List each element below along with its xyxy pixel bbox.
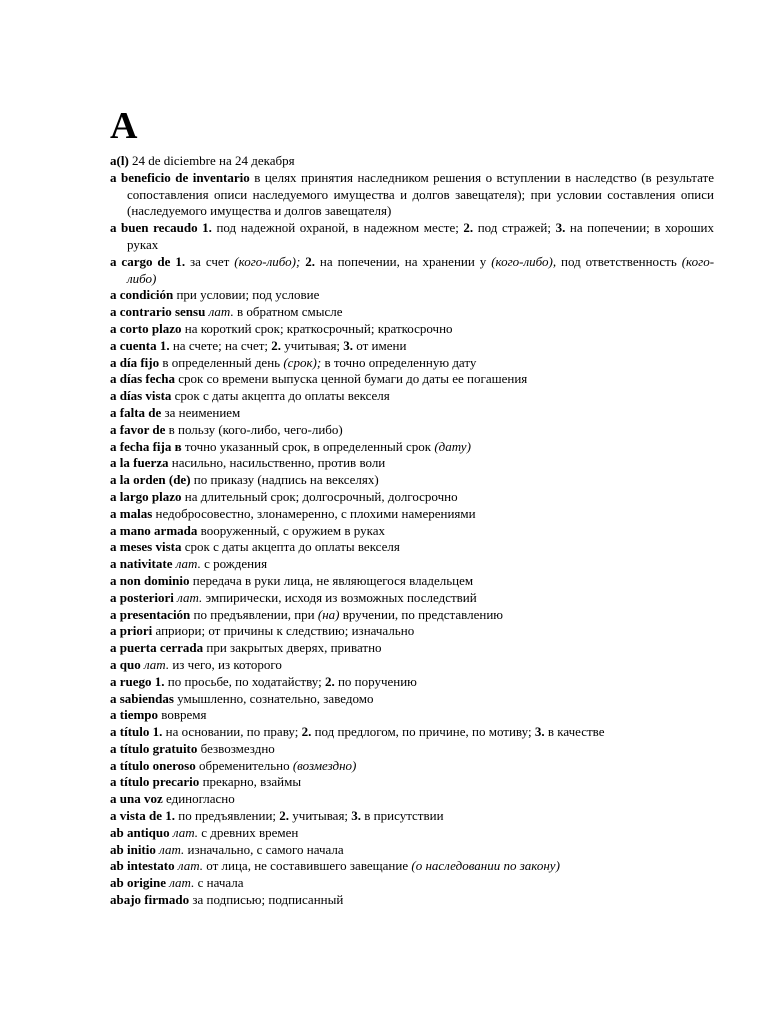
entry-text: вовремя [158,707,207,723]
entry-text: по предъявлении; [175,808,280,824]
entry-text: учитывая; [289,808,352,824]
entry-text: при закрытых дверях, приватно [203,640,382,656]
entry-label-italic: лат. [175,556,201,572]
entry-label-italic: (о наследовании по закону) [411,858,560,874]
entry-text: учитывая; [281,337,344,353]
dictionary-entry [110,254,714,288]
sense-number: 3. [351,808,362,824]
entry-headword: a nativitate [110,556,173,572]
entry-text: эмпирически, исходя из возможных последствий [202,589,477,605]
dictionary-entry [110,439,714,456]
entry-text: по поручению [334,673,417,689]
dictionary-entry [110,220,714,254]
dictionary-entry [110,472,714,489]
entry-headword: a título [110,724,150,740]
entry-text: за подписью; подписанный [189,892,344,908]
dictionary-entry [110,422,714,439]
entry-headword: a día fijo [110,354,160,370]
entry-headword: a título oneroso [110,757,196,773]
entry-label-italic: (кого-либо) [127,253,715,286]
dictionary-entry [110,371,714,388]
entry-text: 24 de diciembre на 24 декабря [128,153,295,168]
sense-number: 1. [154,673,165,689]
entry-text: обременительно [195,757,293,773]
dictionary-entry [110,170,714,220]
entry-label-italic: лат. [177,858,204,874]
entry-label-italic: лат. [208,304,234,320]
entry-headword: a presentación [110,606,191,622]
entry-text: в пользу (кого-либо, чего-либо) [165,421,343,437]
dictionary-entry [110,691,714,708]
dictionary-entry [110,556,714,573]
entry-headword: a puerta cerrada [110,640,204,656]
entry-headword: a meses vista [110,539,182,555]
sense-number: 2. [324,673,335,689]
entry-text: срок с даты акцепта до оплаты векселя [181,539,400,555]
entry-text: срок со времени выпуска ценной бумаги до даты ее погашения [175,371,528,387]
entry-headword: a vista de [110,808,162,824]
dictionary-entry [110,657,714,674]
entry-headword: a buen recaudo [110,220,198,236]
entry-label-italic: лат. [172,824,198,840]
dictionary-entry [110,607,714,624]
entry-headword: a la orden (de) [110,472,191,488]
dictionary-entry [110,388,714,405]
entry-text: в целях принятия наследником решения о вступлении в наследство (в результате сопоставления описи наследуемого имущества и долгов завещателя); при условии составления описи (наследуемого имущества и долгов завещателя) [127,169,714,219]
entry-label-italic: (кого-либо); [234,253,301,269]
dictionary-entry [110,707,714,724]
sense-number: 2. [301,724,312,740]
entry-headword: a posteriori [110,589,174,605]
entry-headword: a título precario [110,774,200,790]
dictionary-entry [110,338,714,355]
entry-headword: a favor de [110,421,166,437]
entry-text: на длительный срок; долгосрочный, долгосрочно [181,488,458,504]
sense-number: 1. [202,220,212,236]
entry-text: на попечении, на хранении у [315,253,492,269]
entry-headword: a tiempo [110,707,159,723]
entry-text: в присутствии [361,808,444,824]
entry-text: под надежной охраной, в надежном месте; [211,220,464,236]
dictionary-entry [110,455,714,472]
dictionary-entry [110,875,714,892]
entry-headword: a largo plazo [110,488,182,504]
dictionary-entry [110,791,714,808]
entry-text: с древних времен [198,824,299,840]
entry-text: безвозмездно [197,740,275,756]
entry-text: от имени [353,337,407,353]
entry-label-italic: лат. [177,589,203,605]
entry-text: под стражей; [473,220,556,236]
dictionary-entry [110,573,714,590]
entry-text: под ответственность [556,253,682,269]
dictionary-entry [110,321,714,338]
dictionary-entry [110,892,714,909]
entry-headword: a cuenta [110,337,157,353]
entry-headword: ab initio [110,841,156,857]
dictionary-entry [110,842,714,859]
entry-label-italic: (кого-либо), [491,253,557,269]
entry-text: по просьбе, по ходатайству; [164,673,325,689]
entry-text: вооруженный, с оружием в руках [197,522,386,538]
dictionary-entry [110,724,714,741]
sense-number: 2. [305,253,315,269]
dictionary-entry [110,825,714,842]
entry-label-italic: (срок); [283,354,322,370]
entry-headword: abajo firmado [110,892,190,908]
dictionary-entry [110,741,714,758]
entry-headword: a días vista [110,388,172,404]
sense-number: 1. [175,253,186,269]
entry-text: точно указанный срок, в определенный срок [181,438,435,454]
entry-text: с рождения [200,556,268,572]
entry-text: передача в руки лица, не являющегося владельцем [189,572,474,588]
entry-headword: a ruego [110,673,152,689]
entry-headword: a falta de [110,404,162,420]
entry-headword: a la fuerza [110,455,169,471]
entry-text: в определенный день [159,354,284,370]
entry-headword: ab antiquo [110,824,170,840]
entry-headword: a(l) [110,153,129,168]
entry-text: за счет [185,253,235,269]
entry-text: в точно определенную дату [321,354,477,370]
section-letter: A [110,105,138,147]
entry-headword: a condición [110,287,174,303]
dictionary-entry [110,506,714,523]
entry-headword: a priori [110,623,153,639]
sense-number: 3. [534,724,545,740]
entry-text: из чего, из которого [169,656,282,672]
entry-text: за неимением [161,404,241,420]
entry-text: единогласно [162,791,235,807]
entry-text: с начала [194,875,244,891]
dictionary-entry [110,405,714,422]
entry-text: от лица, не составившего завещание [203,858,412,874]
entry-headword: ab intestato [110,858,175,874]
dictionary-entry [110,623,714,640]
entry-text: на счете; на счет; [169,337,272,353]
dictionary-entry [110,774,714,791]
entry-label-italic: (дату) [434,438,471,454]
entry-text: априори; от причины к следствию; изначально [152,623,415,639]
entry-headword: a una voz [110,791,163,807]
entry-label-italic: лат. [159,841,185,857]
entry-headword: a contrario sensu [110,304,206,320]
dictionary-entry [110,523,714,540]
entry-text: на основании, по праву; [162,724,302,740]
sense-number: 2. [279,808,290,824]
sense-number: 1. [152,724,163,740]
entry-text: по предъявлении, при [190,606,318,622]
dictionary-entry [110,758,714,775]
entry-label-italic: (возмездно) [292,757,357,773]
dictionary-entry [110,640,714,657]
entry-text: на попечении; в хороших руках [127,220,715,252]
entry-headword: ab origine [110,875,166,891]
entry-headword: a fecha fija в [110,438,182,454]
dictionary-entry [110,355,714,372]
dictionary-entry [110,287,714,304]
sense-number: 3. [343,337,354,353]
entry-headword: a beneficio de inventario [110,169,250,185]
entry-text: недобросовестно, злонамеренно, с плохими намерениями [152,505,476,521]
dictionary-entry [110,808,714,825]
entry-label-italic: (на) [317,606,340,622]
dictionary-entry [110,489,714,506]
entry-text: в качестве [544,724,605,740]
dictionary-entry [110,539,714,556]
sense-number: 1. [165,808,175,824]
entry-text: на короткий срок; краткосрочный; краткосрочно [181,320,453,336]
entry-text: срок с даты акцепта до оплаты векселя [171,388,390,404]
entry-text: в обратном смысле [233,304,343,320]
entry-headword: a quo [110,656,141,672]
dictionary-entry [110,674,714,691]
entry-text: вручении, по представлению [339,606,504,622]
entry-text: по приказу (надпись на векселях) [190,472,379,488]
sense-number: 2. [271,337,282,353]
sense-number: 1. [159,337,170,353]
sense-number: 2. [463,220,474,236]
entry-text: насильно, насильственно, против воли [168,455,386,471]
entry-headword: a mano armada [110,522,198,538]
entry-headword: a corto plazo [110,320,182,336]
entry-headword: a malas [110,505,153,521]
entry-headword: a cargo de [110,253,171,269]
dictionary-entry [110,858,714,875]
sense-number: 3. [555,220,566,236]
entry-list [110,153,714,909]
dictionary-entry [110,153,714,170]
entry-headword: a días fecha [110,371,175,387]
entry-label-italic: лат. [143,656,170,672]
entry-text: изначально, с самого начала [184,841,344,857]
entry-text: прекарно, взаймы [199,774,302,790]
entry-headword: a sabiendas [110,690,174,706]
entry-text: умышленно, сознательно, заведомо [173,690,374,706]
dictionary-entry [110,590,714,607]
entry-headword: a título gratuito [110,740,198,756]
entry-text: под предлогом, по причине, по мотиву; [311,724,535,740]
entry-label-italic: лат. [169,875,195,891]
entry-text: при условии; под условие [173,287,320,303]
entry-headword: a non dominio [110,572,190,588]
dictionary-entry [110,304,714,321]
